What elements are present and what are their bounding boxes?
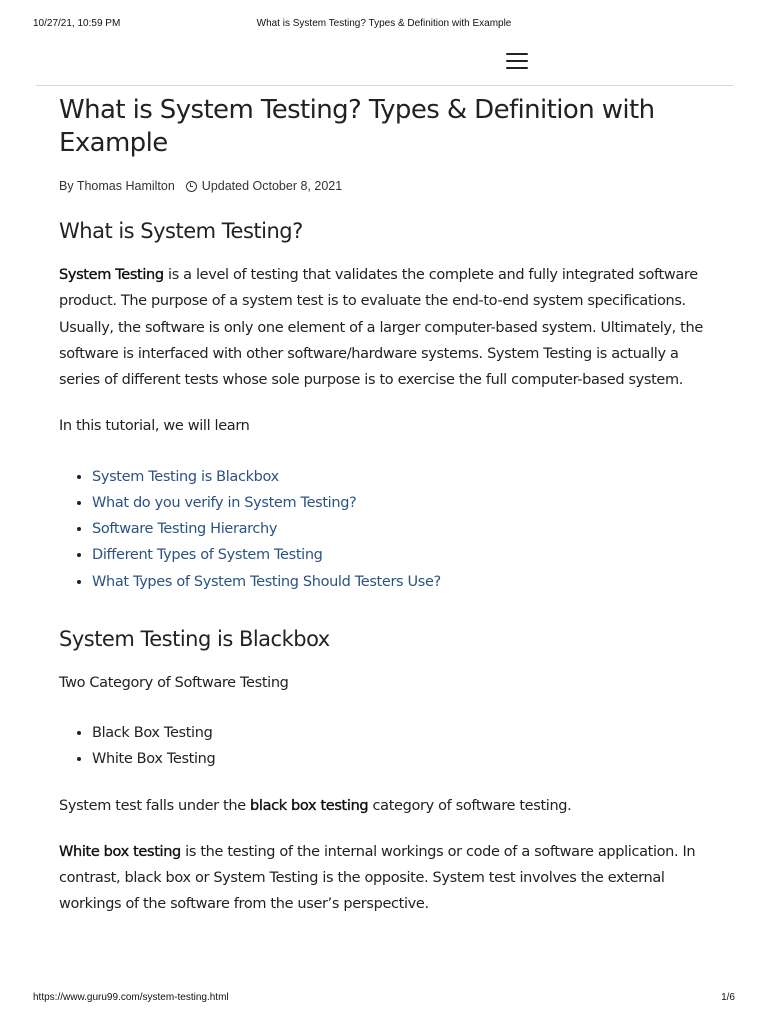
hamburger-menu-icon[interactable] xyxy=(505,50,529,70)
falls-suffix: category of software testing. xyxy=(368,797,572,814)
falls-under-paragraph xyxy=(59,793,719,819)
article-title: What is System Testing? Types & Definition with Example xyxy=(59,95,655,158)
print-page-number: 1/6 xyxy=(721,992,735,1003)
toc-item xyxy=(92,490,719,516)
menu-bar-top xyxy=(506,53,528,55)
category-intro: Two Category of Software Testing xyxy=(59,674,289,691)
tutorial-intro: In this tutorial, we will learn xyxy=(59,418,250,435)
clock-icon xyxy=(186,181,197,192)
menu-bar-bottom xyxy=(506,67,528,69)
category-list xyxy=(59,720,719,772)
category-item-white-box: • White Box Testing xyxy=(92,746,719,772)
white-box-text: is the testing of the internal workings or code of a software application. In contrast, black box or System Testing is the opposite. System test involves the external workings of the software from the user’s perspective. xyxy=(59,843,696,913)
section-heading-what-is: What is System Testing? xyxy=(59,219,303,243)
print-datetime: 10/27/21, 10:59 PM xyxy=(33,18,121,29)
print-page-title: What is System Testing? Types & Definition with Example xyxy=(256,18,512,29)
white-box-bold-term: White box testing xyxy=(59,843,181,860)
article-content xyxy=(59,94,719,918)
white-box-paragraph xyxy=(59,839,719,918)
header-divider xyxy=(36,85,733,86)
falls-bold-term: black box testing xyxy=(250,797,369,814)
updated-date: Updated October 8, 2021 xyxy=(201,179,343,193)
toc-item xyxy=(92,464,719,490)
print-footer xyxy=(33,992,735,1006)
table-of-contents xyxy=(59,464,719,595)
print-header xyxy=(33,18,735,32)
toc-item xyxy=(92,569,719,595)
menu-bar-middle xyxy=(506,60,528,62)
toc-link-verify[interactable]: What do you verify in System Testing? xyxy=(92,494,357,511)
article-byline xyxy=(59,178,719,194)
author-name: By Thomas Hamilton xyxy=(59,179,175,193)
intro-bold-term: System Testing xyxy=(59,267,164,283)
toc-item xyxy=(92,516,719,542)
toc-link-blackbox[interactable]: System Testing is Blackbox xyxy=(92,468,279,485)
toc-link-testers-use[interactable]: What Types of System Testing Should Testers Use? xyxy=(92,573,441,590)
toc-link-types[interactable]: Different Types of System Testing xyxy=(92,547,323,564)
intro-text: is a level of testing that validates the complete and fully integrated software product. The purpose of a system test is to evaluate the end-to-end system specifications. Usually, the software is only one element of a larger computer-based system. Ultimately, the software is interfaced with other software/hardware systems. System Testing is actually a series of different tests whose sole purpose is to exercise the full computer-based system. xyxy=(59,267,703,389)
toc-item xyxy=(92,542,719,568)
section-heading-blackbox: System Testing is Blackbox xyxy=(59,626,330,651)
print-url: https://www.guru99.com/system-testing.html xyxy=(33,992,229,1003)
category-item-black-box: • Black Box Testing xyxy=(92,720,719,746)
intro-paragraph xyxy=(59,262,719,393)
toc-link-hierarchy[interactable]: Software Testing Hierarchy xyxy=(92,521,278,538)
falls-prefix: System test falls under the xyxy=(59,797,251,814)
